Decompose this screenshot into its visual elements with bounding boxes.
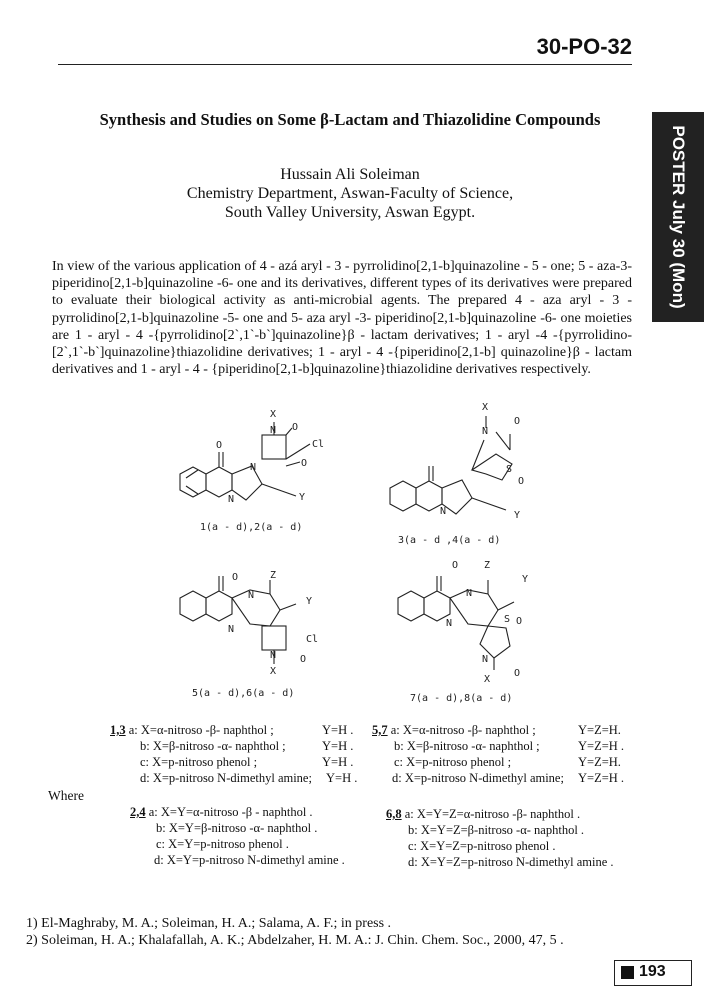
atom-o-4: O (514, 416, 521, 427)
atom-o-5: O (518, 476, 525, 487)
page-marker-square-icon (621, 966, 634, 979)
author-name: Hussain Ali Soleiman (280, 166, 420, 183)
atom-n-4: N (482, 426, 489, 437)
legend-2-4-a: a: X=Y=α-nitroso -β - naphthol . (148, 805, 313, 819)
atom-cl-2: Cl (306, 634, 319, 645)
legend-1-3-id: 1,3 (110, 723, 126, 737)
atom-o-10: O (514, 668, 521, 679)
atom-x-3: X (270, 666, 277, 677)
legend-5-7-d: d: X=p-nitroso N-dimethyl amine; (392, 771, 564, 785)
structure-label-2: 3(a - d ,4(a - d) (398, 535, 501, 546)
legend-5-7 (372, 722, 564, 786)
atom-y-4: Y (522, 574, 529, 585)
atom-n-3: N (228, 494, 235, 505)
atom-n-11: N (482, 654, 489, 665)
atom-s-1: S (506, 464, 513, 475)
atom-n-8: N (270, 650, 277, 661)
legend-2-4-d: d: X=Y=p-nitroso N-dimethyl amine . (154, 853, 345, 867)
legend-5-7-val-a: Y=Z=H. (578, 723, 621, 737)
structure-label-3: 5(a - d),6(a - d) (192, 688, 295, 699)
atom-z-2: Z (484, 560, 491, 571)
legend-6-8-id: 6,8 (386, 807, 402, 821)
side-tab-label: POSTER July 30 (Mon) (669, 125, 688, 309)
legend-1-3-c: c: X=p-nitroso phenol ; (140, 755, 258, 769)
legend-6-8 (386, 806, 614, 870)
reference-1: 1) El-Maghraby, M. A.; Soleiman, H. A.; Salama, A. F.; in press . (26, 916, 392, 931)
legend-1-3-val-c: Y=H . (322, 755, 354, 769)
atom-n-2: N (250, 462, 257, 473)
legend-1-3-values (322, 722, 357, 786)
legend-2-4-b: b: X=Y=β-nitroso -α- naphthol . (156, 821, 318, 835)
abstract: In view of the various application of 4 - azá aryl - 3 - pyrrolidino[2,1-b]quinazoline - 5 - one; 5 - aza-3-piperidino[2,1-b]quinazoline -6- one and its derivatives, different types of its derivatives were prepared to evaluate their biological activity as anti-microbial agents. The prepared 4 - aza aryl - 3 - pyrrolidino[2,1-b]quinazoline -5- one and 5- aza aryl -3- piperidino[2,1-b]quinazoline -6- one moieties are 1 - aryl - 4 -{pyrrolidino[2`,1`-b`]quinazoline}β - lactam derivatives; 1 - aryl -4 -{pyrrolidino- [2`,1`-b`]quinazoline}thiazolidine derivatives; 1 - aryl - 4 -{piperidino[2,1-b] quinazoline}β - lactam derivatives and 1 - aryl - 4 - {piperidino[2,1-b]quinazoline}thiazolidine derivatives respectively. (52, 259, 632, 378)
poster-code: 30-PO-32 (536, 34, 632, 59)
legend-5-7-a: a: X=α-nitroso -β- naphthol ; (390, 723, 536, 737)
side-tab (652, 112, 704, 322)
atom-s-2: S (504, 614, 511, 625)
legend-5-7-val-d: Y=Z=H . (578, 771, 625, 785)
structure-1 (180, 422, 310, 500)
header-rule (58, 64, 632, 65)
atom-x-1: X (270, 409, 277, 420)
legend-5-7-val-b: Y=Z=H . (578, 739, 625, 753)
structure-4 (398, 576, 514, 670)
legend-1-3-b: b: X=β-nitroso -α- naphthol ; (140, 739, 286, 753)
atom-y-2: Y (514, 510, 521, 521)
structure-2 (390, 416, 512, 514)
atom-n-9: N (466, 588, 473, 599)
atom-x-4: X (484, 674, 491, 685)
atom-o-9: O (516, 616, 523, 627)
atom-o-3: O (216, 440, 223, 451)
atom-x-2: X (482, 402, 489, 413)
page-number-box (614, 960, 692, 986)
legend-5-7-values (578, 722, 624, 786)
legend-2-4-id: 2,4 (130, 805, 146, 819)
atom-o-8: O (452, 560, 459, 571)
atom-n-7: N (228, 624, 235, 635)
structure-3 (180, 576, 296, 664)
reference-2: 2) Soleiman, H. A.; Khalafallah, A. K.; Abdelzaher, H. M. A.: J. Chin. Chem. Soc., 2000, 47, 5 . (26, 933, 564, 948)
atom-o-1: O (292, 422, 299, 433)
legend-1-3-d: d: X=p-nitroso N-dimethyl amine; (140, 771, 312, 785)
atom-n-1: N (270, 425, 277, 436)
legend-5-7-val-c: Y=Z=H. (578, 755, 621, 769)
legend-6-8-c: c: X=Y=Z=p-nitroso phenol . (408, 839, 556, 853)
legend-5-7-c: c: X=p-nitroso phenol ; (394, 755, 512, 769)
legend-6-8-d: d: X=Y=Z=p-nitroso N-dimethyl amine . (408, 855, 614, 869)
legend-5-7-id: 5,7 (372, 723, 388, 737)
paper-title: Synthesis and Studies on Some β-Lactam and Thiazolidine Compounds (99, 110, 601, 129)
atom-cl-1: Cl (312, 439, 325, 450)
atom-o-6: O (232, 572, 239, 583)
legend-1-3-val-a: Y=H . (322, 723, 354, 737)
atom-n-6: N (248, 590, 255, 601)
legend-6-8-a: a: X=Y=Z=α-nitroso -β- naphthol . (404, 807, 581, 821)
legend-2-4-c: c: X=Y=p-nitroso phenol . (156, 837, 289, 851)
legend-1-3-val-b: Y=H . (322, 739, 354, 753)
atom-o-2: O (301, 458, 308, 469)
affiliation-line-2: South Valley University, Aswan Egypt. (224, 204, 476, 221)
structure-label-4: 7(a - d),8(a - d) (410, 693, 513, 704)
where-label: Where (48, 788, 84, 803)
atom-o-7: O (300, 654, 307, 665)
atom-n-10: N (446, 618, 453, 629)
page-number: 193 (639, 963, 666, 980)
legend-1-3-val-d: Y=H . (326, 771, 358, 785)
legend-6-8-b: b: X=Y=Z=β-nitroso -α- naphthol . (408, 823, 585, 837)
structure-label-1: 1(a - d),2(a - d) (200, 522, 303, 533)
chemical-structures (0, 400, 704, 710)
atom-n-5: N (440, 506, 447, 517)
atom-z-1: Z (270, 570, 277, 581)
legend-1-3-a: a: X=α-nitroso -β- naphthol ; (128, 723, 274, 737)
legend-2-4 (130, 804, 345, 868)
legend-5-7-b: b: X=β-nitroso -α- naphthol ; (394, 739, 540, 753)
atom-y-3: Y (306, 596, 313, 607)
legend-1-3 (110, 722, 312, 786)
atom-y-1: Y (299, 492, 306, 503)
affiliation-line-1: Chemistry Department, Aswan-Faculty of Science, (186, 185, 514, 202)
